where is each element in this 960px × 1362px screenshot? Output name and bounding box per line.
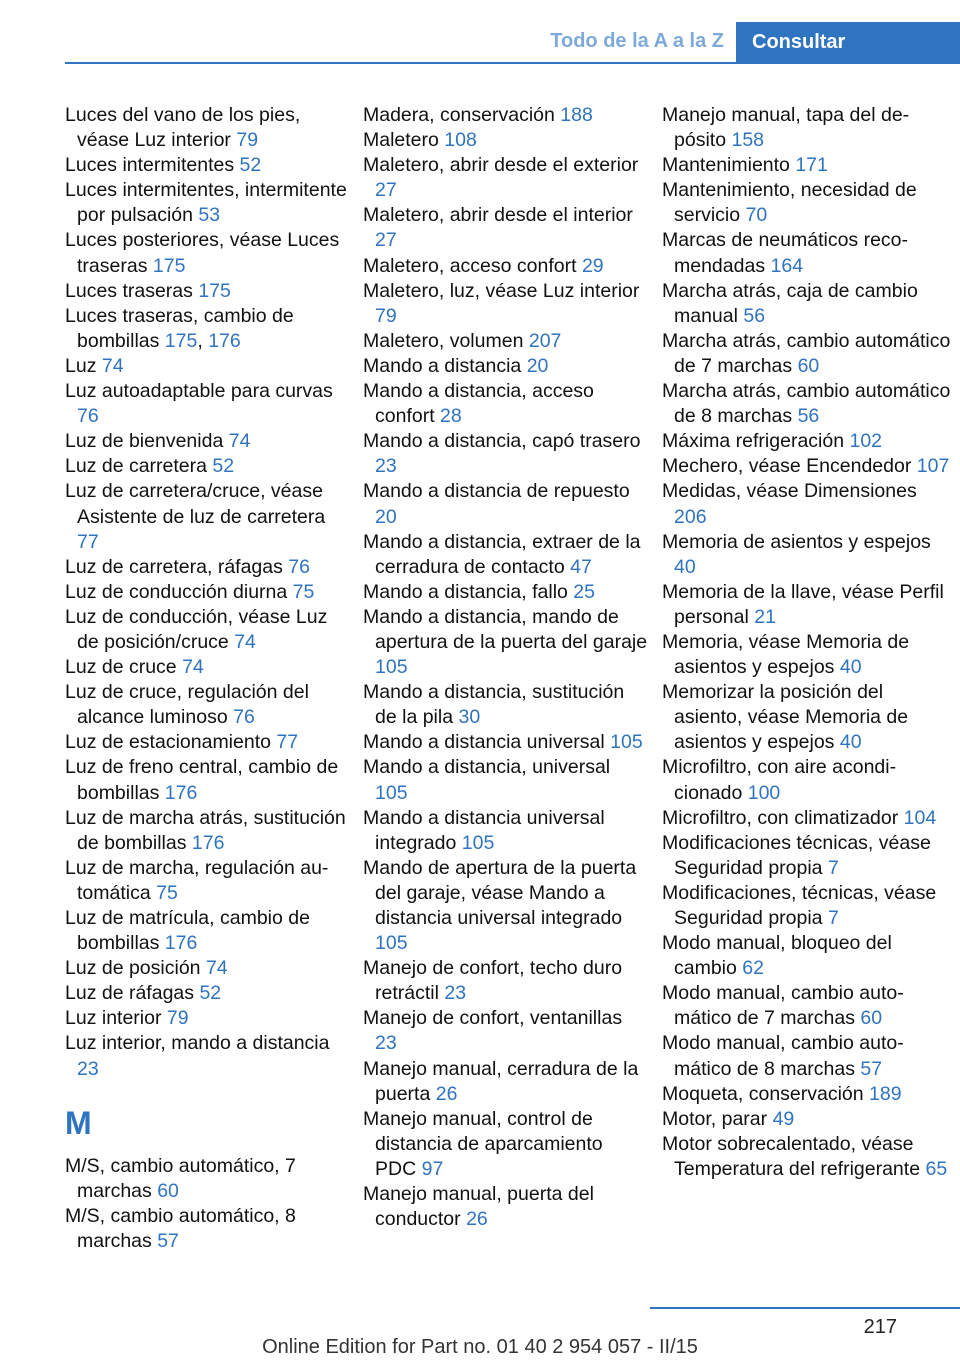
- page-reference-link[interactable]: 28: [440, 405, 462, 428]
- index-term: Modo manual, cambio automático de 7 marchas: [662, 982, 904, 1030]
- index-term: Modo manual, cambio automático de 8 marchas: [662, 1032, 904, 1080]
- index-term: Mantenimiento, necesidad de servicio: [662, 179, 917, 227]
- index-term: M/S, cambio automático, 8 marchas: [65, 1204, 296, 1252]
- page-reference-link[interactable]: 52: [199, 982, 222, 1005]
- index-column-1: [65, 103, 350, 1254]
- index-entry: [662, 178, 954, 228]
- index-term: Luz de freno central, cambio de bombillas: [65, 756, 339, 804]
- footer-rule: [650, 1307, 960, 1309]
- index-entry: [662, 580, 954, 630]
- index-column-2: [363, 103, 648, 1232]
- index-term: Luz de conducción, véase Luz de posición/cruce: [65, 605, 328, 653]
- page-reference-link[interactable]: 56: [797, 405, 820, 428]
- page-reference-link[interactable]: 20: [526, 354, 549, 377]
- index-term: Luz de estacionamiento: [65, 731, 271, 754]
- index-term: Maletero, luz, véase Luz interior: [363, 279, 640, 302]
- index-entry: [662, 454, 954, 479]
- index-term: Luz de matrícula, cambio de bombillas: [65, 907, 310, 955]
- page-reference-link[interactable]: 30: [458, 706, 481, 729]
- index-term: Luz de carretera/cruce, véase Asistente de luz de carretera: [65, 480, 326, 528]
- chapter-tab[interactable]: Consultar: [736, 22, 960, 62]
- page-reference-link[interactable]: 74: [234, 630, 256, 653]
- page-reference-link[interactable]: 40: [839, 656, 862, 679]
- index-entry: [363, 530, 648, 580]
- page-reference-link[interactable]: 49: [772, 1107, 795, 1130]
- index-term: Maletero: [363, 129, 439, 152]
- page-reference-link[interactable]: 52: [239, 154, 262, 177]
- index-entry: [363, 279, 648, 329]
- index-entry: [662, 103, 954, 153]
- index-term: Mantenimiento: [662, 154, 790, 177]
- index-term: Modo manual, bloqueo del cambio: [662, 932, 892, 980]
- index-term: Manejo de confort, techo duro retráctil: [363, 957, 623, 1005]
- page-reference-link[interactable]: 20: [375, 505, 397, 528]
- index-term: Marcas de neumáticos recomendadas: [662, 229, 909, 277]
- page-reference-link[interactable]: 206: [674, 505, 707, 528]
- page-reference-link[interactable]: 77: [77, 530, 99, 553]
- index-term: Motor sobrecalentado, véase Temperatura del refrigerante: [662, 1132, 921, 1180]
- page-reference-link[interactable]: 108: [444, 129, 477, 152]
- index-entry: [662, 1132, 954, 1182]
- index-entry: [662, 329, 954, 379]
- index-term: Mando a distancia de repuesto: [363, 480, 630, 503]
- page-reference-link[interactable]: 47: [570, 555, 592, 578]
- page-reference-link[interactable]: 53: [198, 204, 221, 227]
- index-entry: [662, 680, 954, 755]
- index-entry: [65, 379, 350, 429]
- index-term: Mando a distancia: [363, 354, 522, 377]
- index-entry: [65, 103, 350, 153]
- index-entry: [662, 429, 954, 454]
- index-term: Microfiltro, con aire acondicionado: [662, 756, 897, 804]
- page-reference-link[interactable]: 97: [421, 1157, 444, 1180]
- index-entry: [65, 856, 350, 906]
- index-term: Memoria, véase Memoria de asientos y espejos: [662, 630, 910, 679]
- index-term: Luz de ráfagas: [65, 982, 195, 1005]
- page-reference-link[interactable]: 57: [860, 1057, 883, 1080]
- index-term: Marcha atrás, cambio automático de 8 marchas: [662, 380, 951, 428]
- index-entry: [65, 354, 350, 379]
- page-reference-link[interactable]: 102: [849, 430, 883, 453]
- index-term: Marcha atrás, caja de cambio manual: [662, 279, 918, 327]
- page-reference-link[interactable]: 27: [375, 229, 397, 252]
- page-reference-link[interactable]: 25: [573, 580, 595, 603]
- page-reference-link[interactable]: 176: [208, 329, 241, 352]
- page-reference-link[interactable]: 7: [827, 907, 839, 929]
- index-entry: [363, 128, 648, 153]
- index-entry: [662, 881, 954, 931]
- page-reference-link[interactable]: 105: [610, 731, 643, 754]
- index-term: Luz de marcha atrás, sustitución de bombillas: [65, 806, 346, 854]
- page-reference-link[interactable]: 76: [77, 405, 99, 428]
- index-term: Mando a distancia, fallo: [363, 580, 568, 603]
- page-reference-link[interactable]: 171: [795, 154, 828, 177]
- page-reference-link[interactable]: 60: [860, 1007, 883, 1030]
- index-entry: [65, 178, 350, 228]
- index-entry: [65, 555, 350, 580]
- index-entry: [65, 1006, 350, 1031]
- index-entry: [662, 153, 954, 178]
- index-entry: [662, 1082, 954, 1107]
- index-entry: [65, 906, 350, 956]
- page-reference-link[interactable]: 65: [925, 1157, 948, 1180]
- page-reference-link[interactable]: 56: [743, 304, 766, 327]
- index-term: Luces del vano de los pies, véase Luz interior: [65, 104, 301, 152]
- page-reference-link[interactable]: 175: [152, 254, 186, 277]
- page-reference-link[interactable]: 74: [205, 957, 228, 980]
- page-reference-link[interactable]: 76: [288, 555, 310, 578]
- index-term: Mando de apertura de la puerta del garaje, véase Mando a distancia universal integrado: [363, 856, 637, 929]
- page-reference-link[interactable]: 207: [528, 329, 562, 352]
- index-entry: [65, 981, 350, 1006]
- page-reference-link[interactable]: 175: [198, 279, 231, 302]
- index-entry: [363, 379, 648, 429]
- index-term: Memoria de asientos y espejos: [662, 530, 931, 553]
- edition-footer: Online Edition for Part no. 01 40 2 954 057 - II/15: [262, 1336, 698, 1358]
- page-reference-link[interactable]: 21: [754, 605, 776, 628]
- index-entry: [363, 1182, 648, 1232]
- page-reference-link[interactable]: 79: [375, 304, 397, 327]
- page-reference-link[interactable]: 104: [903, 806, 937, 829]
- page-reference-link[interactable]: 52: [212, 455, 235, 478]
- index-entry: [662, 806, 954, 831]
- page-reference-link[interactable]: 76: [233, 706, 255, 729]
- index-entry: [662, 479, 954, 529]
- page-reference-link[interactable]: 23: [375, 455, 397, 478]
- index-term: Luz interior: [65, 1007, 162, 1030]
- index-term: Luces traseras, cambio de bombillas: [65, 304, 294, 352]
- index-term: Luz de conducción diurna: [65, 580, 288, 603]
- page-reference-link[interactable]: 158: [731, 129, 765, 152]
- index-entry: [662, 981, 954, 1031]
- page-reference-link[interactable]: 105: [375, 932, 408, 955]
- page-reference-link[interactable]: 77: [276, 731, 299, 754]
- index-entry: [662, 755, 954, 805]
- page-reference-link[interactable]: 75: [156, 881, 178, 904]
- index-entry: [363, 103, 648, 128]
- index-term: Mando a distancia, mando de apertura de la puerta del garaje: [363, 605, 648, 653]
- page-reference-link[interactable]: 107: [916, 455, 950, 478]
- index-term: Motor, parar: [662, 1107, 768, 1130]
- page-reference-link[interactable]: 7: [827, 856, 839, 879]
- index-term: Manejo manual, cerradura de la puerta: [363, 1057, 639, 1105]
- index-entry: [363, 254, 648, 279]
- page-reference-link[interactable]: 105: [375, 781, 408, 804]
- page-reference-link[interactable]: 176: [164, 932, 198, 955]
- index-entry: [65, 454, 350, 479]
- index-entry: [363, 203, 648, 253]
- index-term: Moqueta, conservación: [662, 1082, 864, 1105]
- index-entry: [363, 153, 648, 203]
- index-entry: [65, 755, 350, 805]
- index-entry: [65, 605, 350, 655]
- page-reference-link[interactable]: 23: [77, 1057, 99, 1080]
- index-column-3: [662, 103, 954, 1182]
- index-entry: [363, 1057, 648, 1107]
- page-reference-link[interactable]: 74: [228, 430, 251, 453]
- index-term: Modificaciones, técnicas, véase Seguridad propia: [662, 881, 937, 929]
- index-term: Memorizar la posición del asiento, véase Memoria de asientos y espejos: [662, 681, 909, 754]
- page-reference-link[interactable]: 40: [839, 731, 862, 754]
- index-entry: [65, 1031, 350, 1081]
- index-entry: [662, 279, 954, 329]
- index-entry: [363, 956, 648, 1006]
- index-entry: [363, 605, 648, 680]
- index-term: Maletero, volumen: [363, 329, 524, 352]
- index-entry: [65, 680, 350, 730]
- page-reference-link[interactable]: 27: [375, 179, 397, 202]
- index-entry: [65, 479, 350, 554]
- index-entry: [662, 530, 954, 580]
- index-term: Manejo manual, control de distancia de aparcamiento PDC: [363, 1107, 603, 1180]
- header-rule: [65, 62, 960, 64]
- index-entry: [65, 806, 350, 856]
- index-term: Mando a distancia universal: [363, 731, 605, 754]
- index-entry: [65, 279, 350, 304]
- index-term: Mando a distancia, universal: [363, 756, 611, 779]
- page-reference-link[interactable]: 188: [560, 104, 593, 126]
- index-term: Modificaciones técnicas, véase Seguridad propia: [662, 831, 931, 879]
- page-reference-link[interactable]: 40: [674, 555, 696, 578]
- index-term: Manejo de confort, ventanillas: [363, 1007, 623, 1030]
- index-term: Mando a distancia, extraer de la cerradura de contacto: [363, 530, 641, 578]
- page-reference-link[interactable]: 75: [292, 580, 315, 603]
- index-entry: [65, 956, 350, 981]
- index-entry: [662, 1107, 954, 1132]
- page-reference-link[interactable]: 105: [375, 656, 408, 679]
- index-entry: [363, 1107, 648, 1182]
- index-term: Luz interior, mando a distancia: [65, 1032, 330, 1055]
- index-entry: [363, 755, 648, 805]
- index-term: Maletero, abrir desde el interior: [363, 204, 633, 227]
- index-term: Mando a distancia, acceso confort: [363, 380, 594, 428]
- page-reference-link[interactable]: 70: [745, 204, 768, 227]
- page-reference-link[interactable]: 23: [375, 1032, 397, 1055]
- index-entry: [363, 856, 648, 956]
- index-entry: [662, 831, 954, 881]
- page-reference-link[interactable]: 176: [164, 781, 198, 804]
- page-reference-link[interactable]: 79: [166, 1007, 189, 1030]
- index-term: Luces intermitentes, intermitente por pulsación: [65, 179, 347, 227]
- index-term: Maletero, abrir desde el exterior: [363, 154, 639, 177]
- index-term: Luz de carretera: [65, 455, 207, 478]
- index-term: Luz de carretera, ráfagas: [65, 555, 283, 578]
- index-term: Mando a distancia universal integrado: [363, 806, 605, 854]
- index-entry: [65, 429, 350, 454]
- section-title: Todo de la A a la Z: [550, 30, 724, 52]
- index-term: Mechero, véase Encendedor: [662, 455, 912, 478]
- index-term: Mando a distancia, capó trasero: [363, 430, 641, 453]
- index-entry: [363, 354, 648, 379]
- page-reference-link[interactable]: 164: [770, 254, 804, 277]
- index-entry: [363, 580, 648, 605]
- index-entry: [65, 1154, 350, 1204]
- page-number: 217: [863, 1316, 897, 1338]
- page-reference-link[interactable]: 100: [747, 781, 781, 804]
- index-term: Luz: [65, 354, 97, 377]
- index-entry: [363, 479, 648, 529]
- page-reference-link[interactable]: 26: [435, 1082, 458, 1105]
- page-reference-link[interactable]: 62: [742, 957, 764, 980]
- page-reference-link[interactable]: 176: [191, 831, 225, 854]
- page-reference-link[interactable]: 74: [182, 656, 204, 679]
- index-letter-heading: M: [65, 1104, 92, 1141]
- index-term: M/S, cambio automático, 7 marchas: [65, 1154, 296, 1202]
- index-entry: [363, 680, 648, 730]
- index-entry: [65, 1204, 350, 1254]
- index-term: Luces posteriores, véase Luces traseras: [65, 229, 340, 277]
- index-entry: [65, 730, 350, 755]
- page-reference-link[interactable]: 189: [869, 1082, 902, 1105]
- index-term: Madera, conservación: [363, 104, 555, 126]
- index-term: Memoria de la llave, véase Perfil personal: [662, 580, 944, 628]
- index-entry: [363, 1006, 648, 1056]
- index-term: Manejo manual, tapa del depósito: [662, 104, 910, 152]
- page-reference-link[interactable]: 26: [466, 1208, 488, 1231]
- index-entry: [363, 329, 648, 354]
- page-reference-link[interactable]: 29: [581, 254, 604, 277]
- index-entry: Luces traseras, cambio de bombillas 175, 176: [65, 304, 294, 352]
- index-term: Luces traseras: [65, 279, 193, 302]
- index-term: Microfiltro, con climatizador: [662, 806, 899, 829]
- page-reference-link[interactable]: 60: [157, 1179, 179, 1202]
- index-term: Máxima refrigeración: [662, 430, 845, 453]
- page-reference-link[interactable]: 74: [101, 354, 124, 377]
- index-term: Manejo manual, puerta del conductor: [363, 1183, 594, 1231]
- page-reference-link[interactable]: 105: [461, 831, 495, 854]
- index-entry: [363, 730, 648, 755]
- index-term: Maletero, acceso confort: [363, 254, 577, 277]
- index-term: Mando a distancia, sustitución de la pila: [363, 681, 625, 729]
- index-term: Luces intermitentes: [65, 154, 235, 177]
- index-entry: [662, 379, 954, 429]
- index-term: Marcha atrás, cambio automático de 7 marchas: [662, 329, 951, 377]
- index-entry: [662, 630, 954, 680]
- index-term: Luz de cruce: [65, 656, 177, 679]
- index-entry: [65, 228, 350, 278]
- index-term: Luz de cruce, regulación del alcance luminoso: [65, 681, 309, 729]
- index-term: Luz de posición: [65, 957, 201, 980]
- page-reference-link[interactable]: 23: [444, 982, 467, 1005]
- index-term: Luz de marcha, regulación automática: [65, 856, 329, 904]
- index-entry: [662, 228, 954, 278]
- index-entry: [363, 806, 648, 856]
- index-entry: [363, 429, 648, 479]
- page-reference-link[interactable]: 79: [236, 129, 259, 152]
- index-term: Luz autoadaptable para curvas: [65, 380, 333, 403]
- index-term: Luz de bienvenida: [65, 430, 224, 453]
- page-reference-link[interactable]: 60: [797, 354, 820, 377]
- index-term: Medidas, véase Dimensiones: [662, 480, 917, 503]
- page-reference-link[interactable]: 175: [164, 329, 198, 352]
- index-entry: [65, 655, 350, 680]
- index-entry: [662, 931, 954, 981]
- index-entry: [662, 1031, 954, 1081]
- index-entry: [65, 153, 350, 178]
- index-entry: [65, 580, 350, 605]
- page-reference-link[interactable]: 57: [157, 1229, 179, 1252]
